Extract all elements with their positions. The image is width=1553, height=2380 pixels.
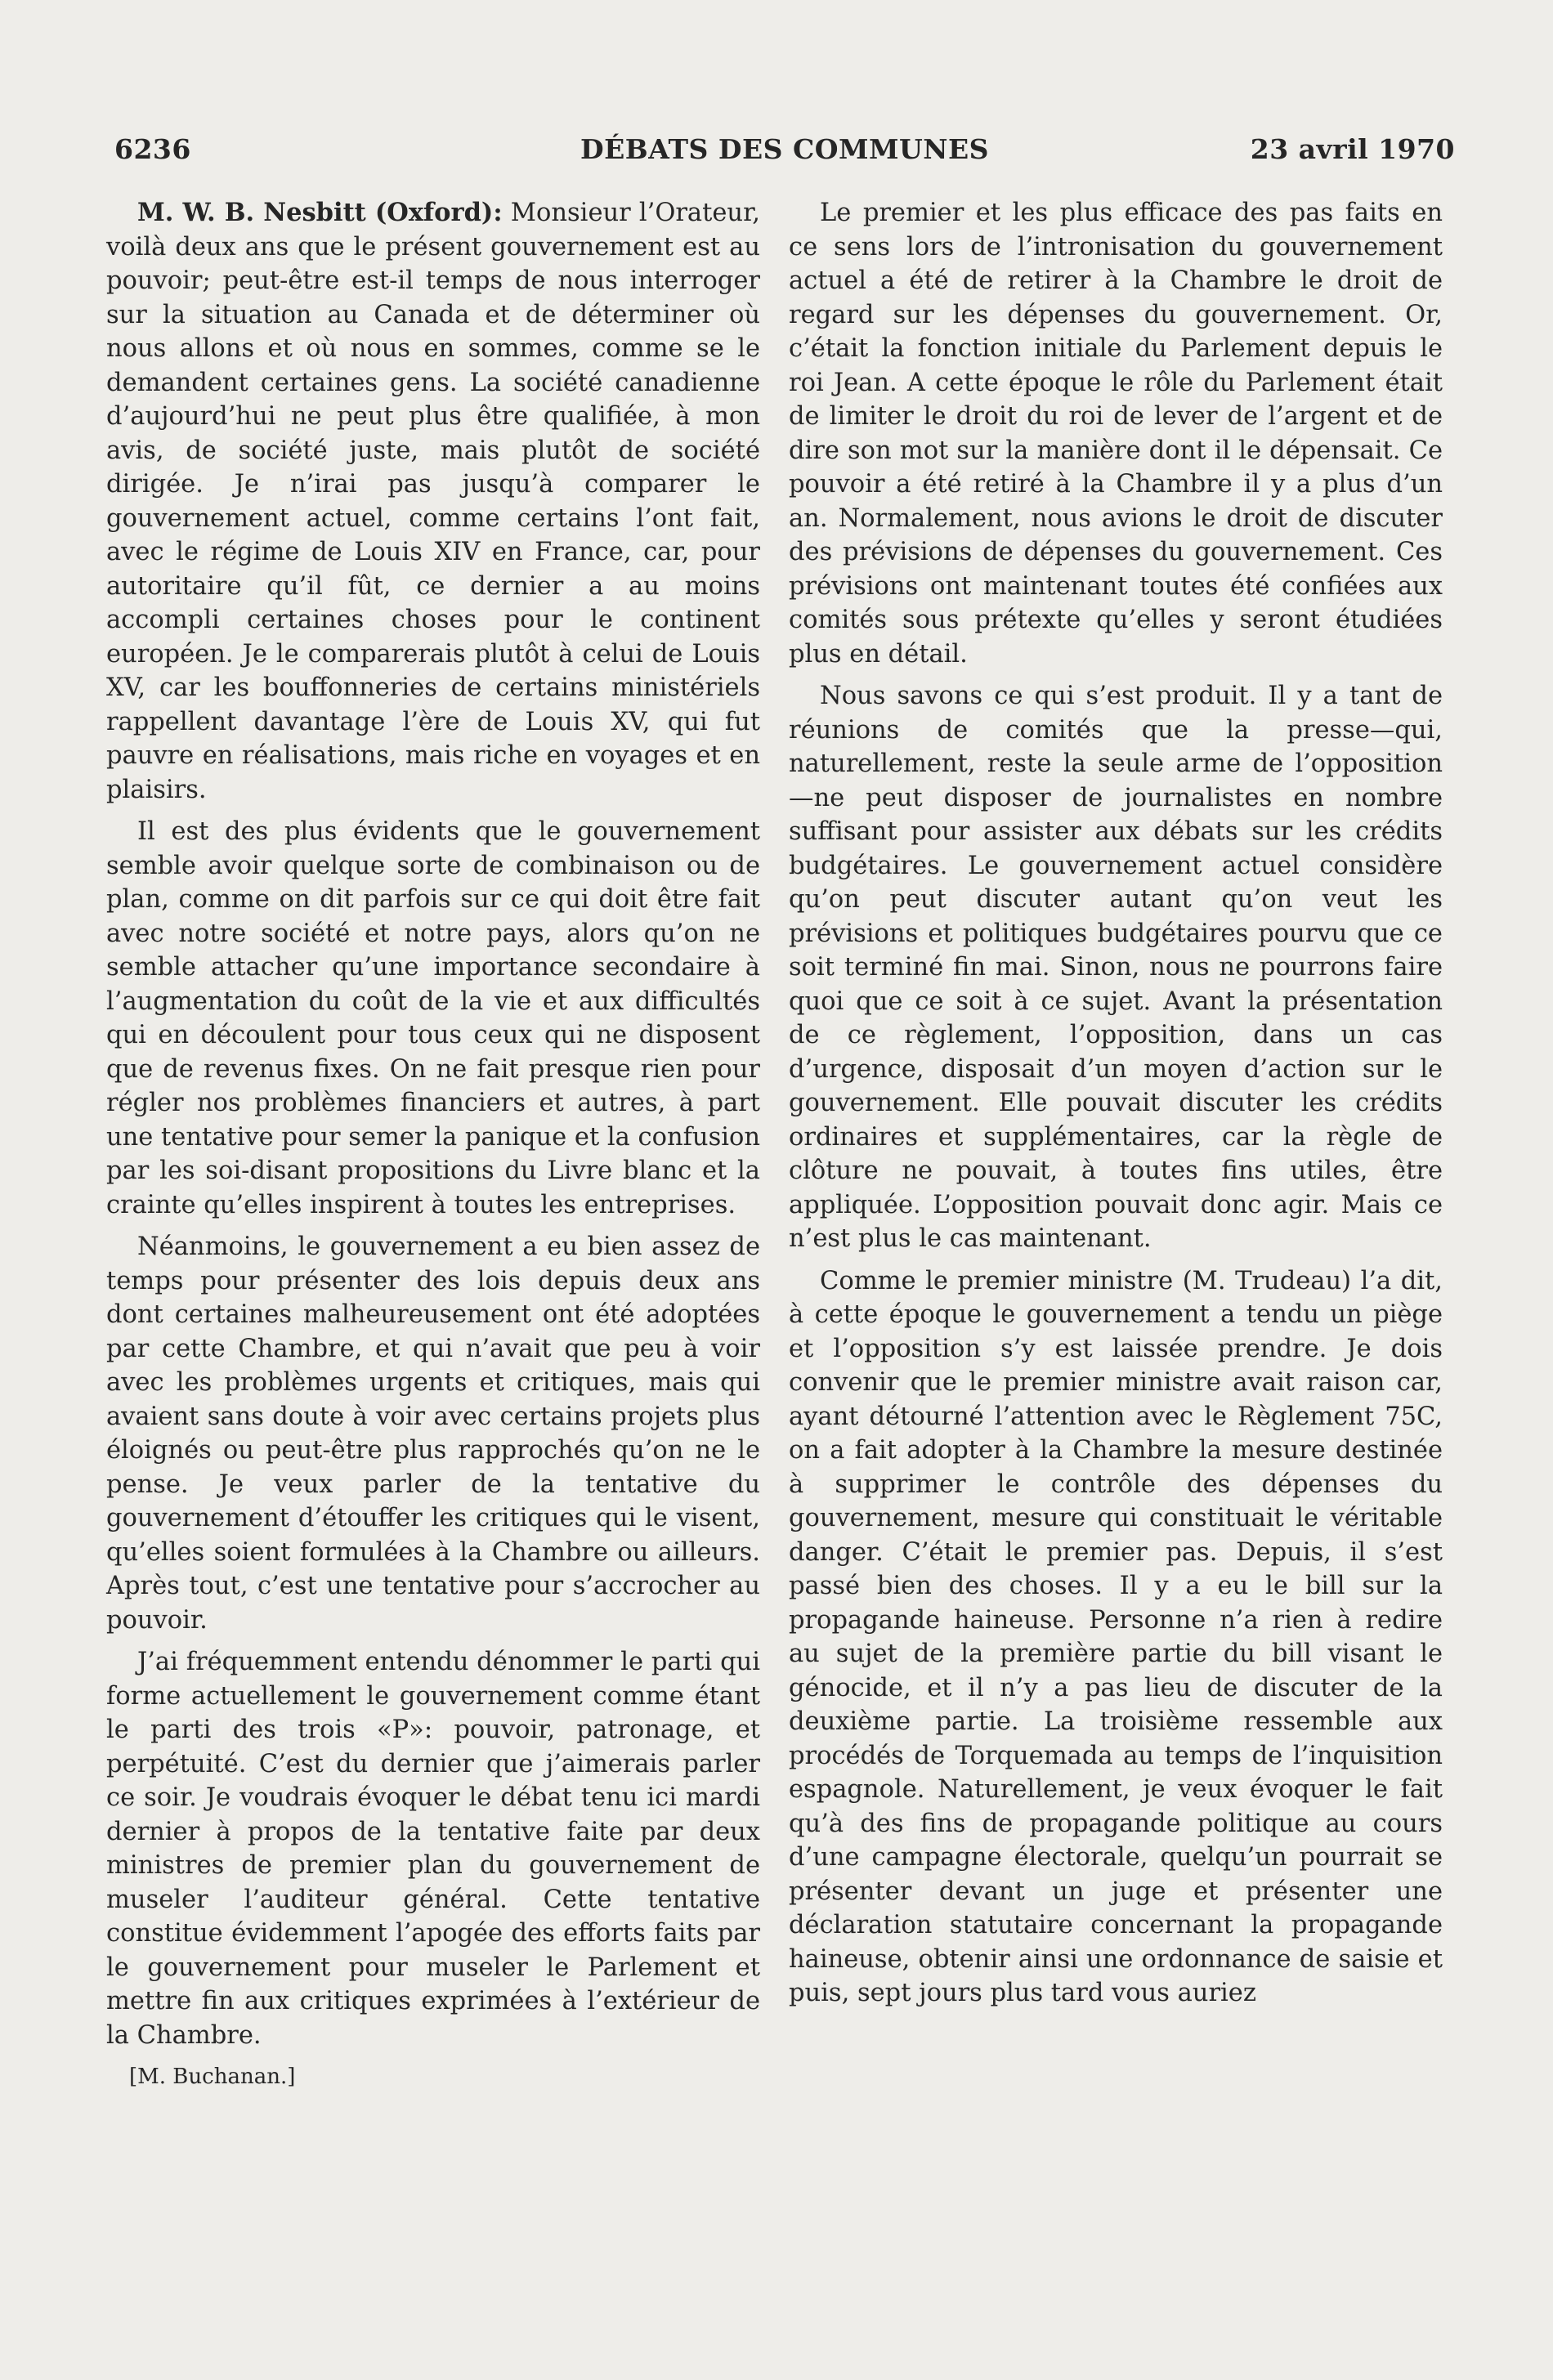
- paragraph: [106, 196, 760, 807]
- paragraph: Il est des plus évidents que le gouvernement semble avoir quelque sorte de combinaison ou de plan, comme on dit parfois sur ce qui doit être fait avec notre société et notre pays, alors qu’on ne semble attacher qu’une importance secondaire à l’augmentation du coût de la vie et aux difficultés qui en découlent pour tous ceux qui ne disposent que de revenus fixes. On ne fait presque rien pour régler nos problèmes financiers et autres, à part une tentative pour semer la panique et la confusion par les soi-disant propositions du Livre blanc et la crainte qu’elles inspirent à toutes les entreprises.: [106, 817, 760, 1219]
- paragraph: J’ai fréquemment entendu dénommer le parti qui forme actuellement le gouvernement comme étant le parti des trois «P»: pouvoir, patronage, et perpétuité. C’est du dernier que j’aimerais parler ce soir. Je voudrais évoquer le débat tenu ici mardi dernier à propos de la tentative faite par deux ministres de premier plan du gouvernement de museler l’auditeur général. Cette tentative constitue évidemment l’apogée des efforts faits par le gouvernement pour museler le Parlement et mettre fin aux critiques exprimées à l’extérieur de la Chambre.: [106, 1648, 760, 2050]
- page-date: 23 avril 1970: [1250, 133, 1455, 165]
- left-column: [106, 196, 760, 2103]
- paragraph: Néanmoins, le gouvernement a eu bien assez de temps pour présenter des lois depuis deux ans dont certaines malheureusement ont été adoptées par cette Chambre, et qui n’avait que peu à voir avec les problèmes urgents et critiques, mais qui avaient sans doute à voir avec certains projets plus éloignés ou peut-être plus rapprochés qu’on ne le pense. Je veux parler de la tentative du gouvernement d’étouffer les critiques qui le visent, qu’elles soient formulées à la Chambre ou ailleurs. Après tout, c’est une tentative pour s’accrocher au pouvoir.: [106, 1232, 760, 1635]
- right-column: [789, 196, 1443, 2019]
- speaker-footnote: [M. Buchanan.]: [129, 2065, 296, 2089]
- paragraph: Comme le premier ministre (M. Trudeau) l’a dit, à cette époque le gouvernement a tendu un piège et l’opposition s’y est laissée prendre. Je dois convenir que le premier ministre avait raison car, ayant détourné l’attention avec le Règlement 75C, on a fait adopter à la Chambre la mesure destinée à supprimer le contrôle des dépenses du gouvernement, mesure qui constituait le véritable danger. C’était le premier pas. Depuis, il s’est passé bien des choses. Il y a eu le bill sur la propagande haineuse. Personne n’a rien à redire au sujet de la première partie du bill visant le génocide, et il n’y a pas lieu de discuter de la deuxième partie. La troisième ressemble aux procédés de Torquemada au temps de l’inquisition espagnole. Naturellement, je veux évoquer le fait qu’à des fins de propagande politique au cours d’une campagne électorale, quelqu’un pourrait se présenter devant un juge et présenter une déclaration statutaire concernant la propagande haineuse, obtenir ainsi une ordonnance de saisie et puis, sept jours plus tard vous auriez: [789, 1266, 1443, 2007]
- page-number: 6236: [114, 133, 191, 165]
- paragraph-text: Monsieur l’Orateur, voilà deux ans que le présent gouvernement est au pouvoir; peut-être est-il temps de nous interroger sur la situation au Canada et de déterminer où nous allons et où nous en sommes, comme se le demandent certaines gens. La société canadienne d’aujourd’hui ne peut plus être qualifiée, à mon avis, de société juste, mais plutôt de société dirigée. Je n’irai pas jusqu’à comparer le gouvernement actuel, comme certains l’ont fait, avec le régime de Louis XIV en France, car, pour autoritaire qu’il fût, ce dernier a au moins accompli certaines choses pour le continent européen. Je le comparerais plutôt à celui de Louis XV, car les bouffonneries de certains ministériels rappellent davantage l’ère de Louis XV, qui fut pauvre en réalisations, mais riche en voyages et en plaisirs.: [106, 199, 760, 804]
- running-title: DÉBATS DES COMMUNES: [580, 133, 989, 165]
- speaker-name: M. W. B. Nesbitt (Oxford):: [137, 198, 503, 227]
- page-header: [114, 133, 1455, 174]
- paragraph: Nous savons ce qui s’est produit. Il y a tant de réunions de comités que la presse—qui, naturellement, reste la seule arme de l’opposition—ne peut disposer de journalistes en nombre suffisant pour assister aux débats sur les crédits budgétaires. Le gouvernement actuel considère qu’on peut discuter autant qu’on veut les prévisions et politiques budgétaires pourvu que ce soit terminé fin mai. Sinon, nous ne pourrons faire quoi que ce soit à ce sujet. Avant la présentation de ce règlement, l’opposition, dans un cas d’urgence, disposait d’un moyen d’action sur le gouvernement. Elle pouvait discuter les crédits ordinaires et supplémentaires, car la règle de clôture ne pouvait, à toutes fins utiles, être appliquée. L’opposition pouvait donc agir. Mais ce n’est plus le cas maintenant.: [789, 682, 1443, 1253]
- paragraph: Le premier et les plus efficace des pas faits en ce sens lors de l’intronisation du gouvernement actuel a été de retirer à la Chambre le droit de regard sur les dépenses du gouvernement. Or, c’était la fonction initiale du Parlement depuis le roi Jean. A cette époque le rôle du Parlement était de limiter le droit du roi de lever de l’argent et de dire son mot sur la manière dont il le dépensait. Ce pouvoir a été retiré à la Chambre il y a plus d’un an. Normalement, nous avions le droit de discuter des prévisions de dépenses du gouvernement. Ces prévisions ont maintenant toutes été confiées aux comités sous prétexte qu’elles y seront étudiées plus en détail.: [789, 199, 1443, 669]
